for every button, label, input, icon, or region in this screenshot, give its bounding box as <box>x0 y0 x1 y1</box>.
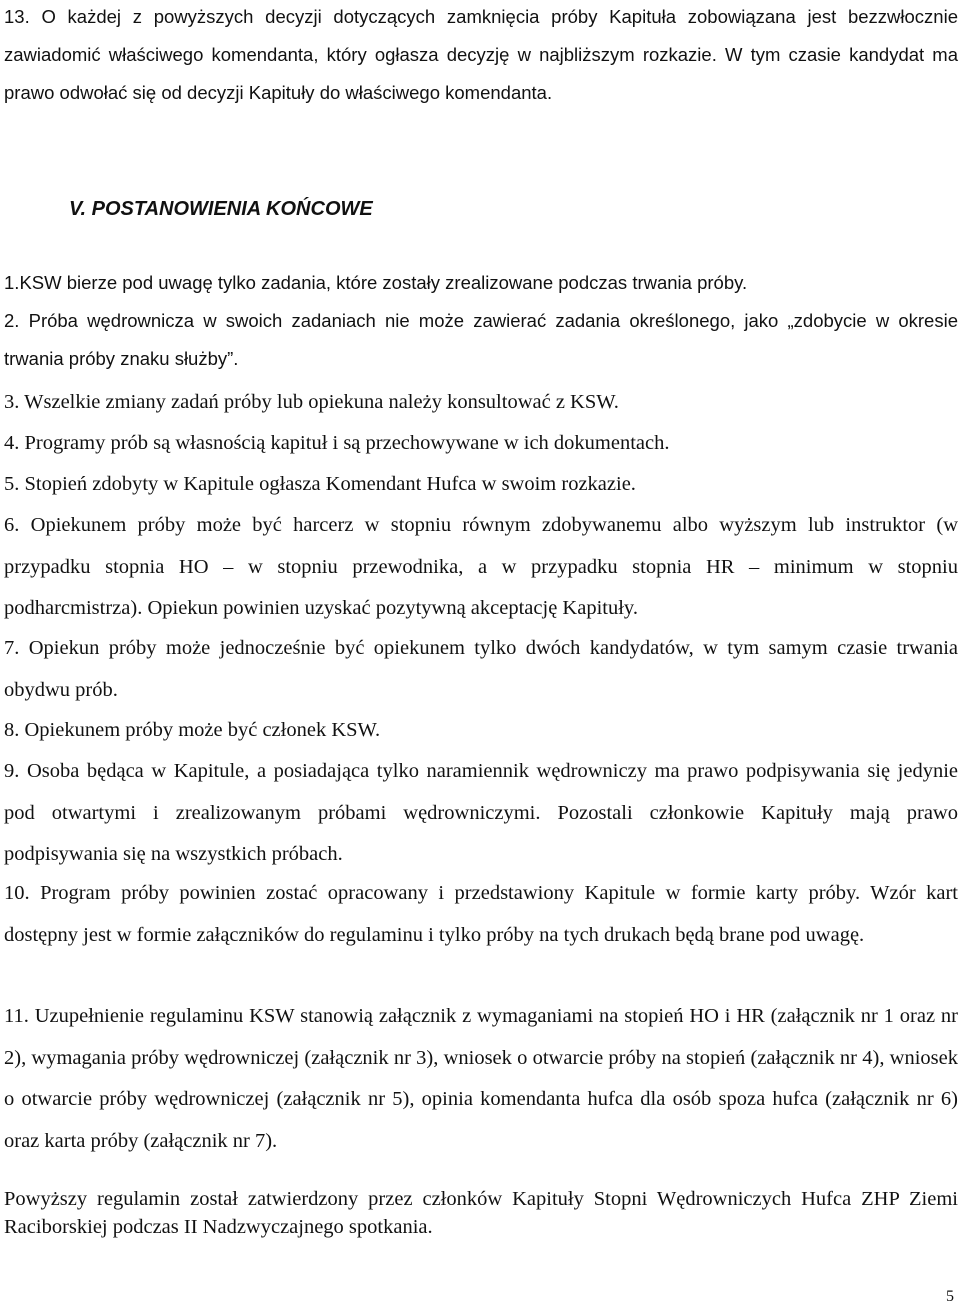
item-text: Osoba będąca w Kapitule, a posiadająca tylko naramiennik wędrowniczy ma prawo podpisywania się jedynie pod otwartymi i zrealizowanym próbami wędrowniczymi. Pozostali członkowie Kapituły mają prawo podpisywania się na wszystkich próbach. <box>4 760 958 865</box>
item-text: Uzupełnienie regulaminu KSW stanowią załącznik z wymaganiami na stopień HO i HR (załącznik nr 1 oraz nr 2), wymagania próby wędrowniczej (załącznik nr 3), wniosek o otwarcie próby na stopień (załącznik nr 4), wniosek o otwarcie próby wędrowniczej (załącznik nr 5), opinia komendanta hufca dla osób spoza hufca (załącznik nr 6) oraz karta próby (załącznik nr 7). <box>4 1005 958 1152</box>
item-number: 5. <box>4 473 20 495</box>
item-number: 6. <box>4 514 20 536</box>
paragraph-number: 13. <box>4 6 30 27</box>
item-text: Program próby powinien zostać opracowany i przedstawiony Kapitule w formie karty próby. Wzór kart dostępny jest w formie załączników do regulaminu i tylko próby na tych drukach będą brane pod uwagę. <box>4 882 959 946</box>
list-item-6 <box>4 505 958 630</box>
item-number: 9. <box>4 760 20 782</box>
item-number: 7. <box>4 637 20 659</box>
list-item-7 <box>4 628 958 711</box>
paragraph-13 <box>4 0 958 112</box>
page-number: 5 <box>946 1288 954 1305</box>
item-number: 1. <box>4 272 20 293</box>
list-item-10 <box>4 873 958 956</box>
item-text: Opiekunem próby może być harcerz w stopniu równym zdobywanemu albo wyższym lub instruktor (w przypadku stopnia HO – w stopniu przewodnika, a w przypadku stopnia HR – minimum w stopniu podharcmistrza). Opiekun powinien uzyskać pozytywną akceptację Kapituły. <box>4 514 959 619</box>
item-text: Opiekunem próby może być członek KSW. <box>24 719 381 741</box>
item-text: Opiekun próby może jednocześnie być opiekunem tylko dwóch kandydatów, w tym samym czasie trwania obydwu prób. <box>4 637 958 701</box>
item-number: 11. <box>4 1005 29 1027</box>
list-item-9 <box>4 751 958 876</box>
item-number: 8. <box>4 719 20 741</box>
list-item-8 <box>4 710 958 752</box>
list-item-3 <box>4 382 958 424</box>
section-heading: V. POSTANOWIENIA KOŃCOWE <box>69 198 373 220</box>
item-text: Wszelkie zmiany zadań próby lub opiekuna należy konsultować z KSW. <box>24 391 619 413</box>
item-text: Stopień zdobyty w Kapitule ogłasza Komendant Hufca w swoim rozkazie. <box>24 473 636 495</box>
list-item-1 <box>4 264 958 302</box>
item-text: KSW bierze pod uwagę tylko zadania, które zostały zrealizowane podczas trwania próby. <box>19 272 748 293</box>
item-text: Próba wędrownicza w swoich zadaniach nie może zawierać zadania określonego, jako „zdobycie w okresie trwania próby znaku służby”. <box>4 310 958 369</box>
list-item-4 <box>4 423 958 465</box>
item-text: Programy prób są własnością kapituł i są przechowywane w ich dokumentach. <box>24 432 670 454</box>
item-number: 3. <box>4 391 20 413</box>
item-number: 10. <box>4 882 30 904</box>
list-item-2 <box>4 302 958 378</box>
paragraph-text: O każdej z powyższych decyzji dotyczących zamknięcia próby Kapituła zobowiązana jest bezzwłocznie zawiadomić właściwego komendanta, który ogłasza decyzję w najbliższym rozkazie. W tym czasie kandydat ma prawo odwołać się od decyzji Kapituły do właściwego komendanta. <box>4 6 958 103</box>
item-number: 2. <box>4 310 20 331</box>
closing-paragraph: Powyższy regulamin został zatwierdzony przez członków Kapituły Stopni Wędrowniczych Hufca ZHP Ziemi Raciborskiej podczas II Nadzwyczajnego spotkania. <box>4 1188 958 1238</box>
list-item-11 <box>4 996 958 1162</box>
item-number: 4. <box>4 432 20 454</box>
list-item-5 <box>4 464 958 506</box>
